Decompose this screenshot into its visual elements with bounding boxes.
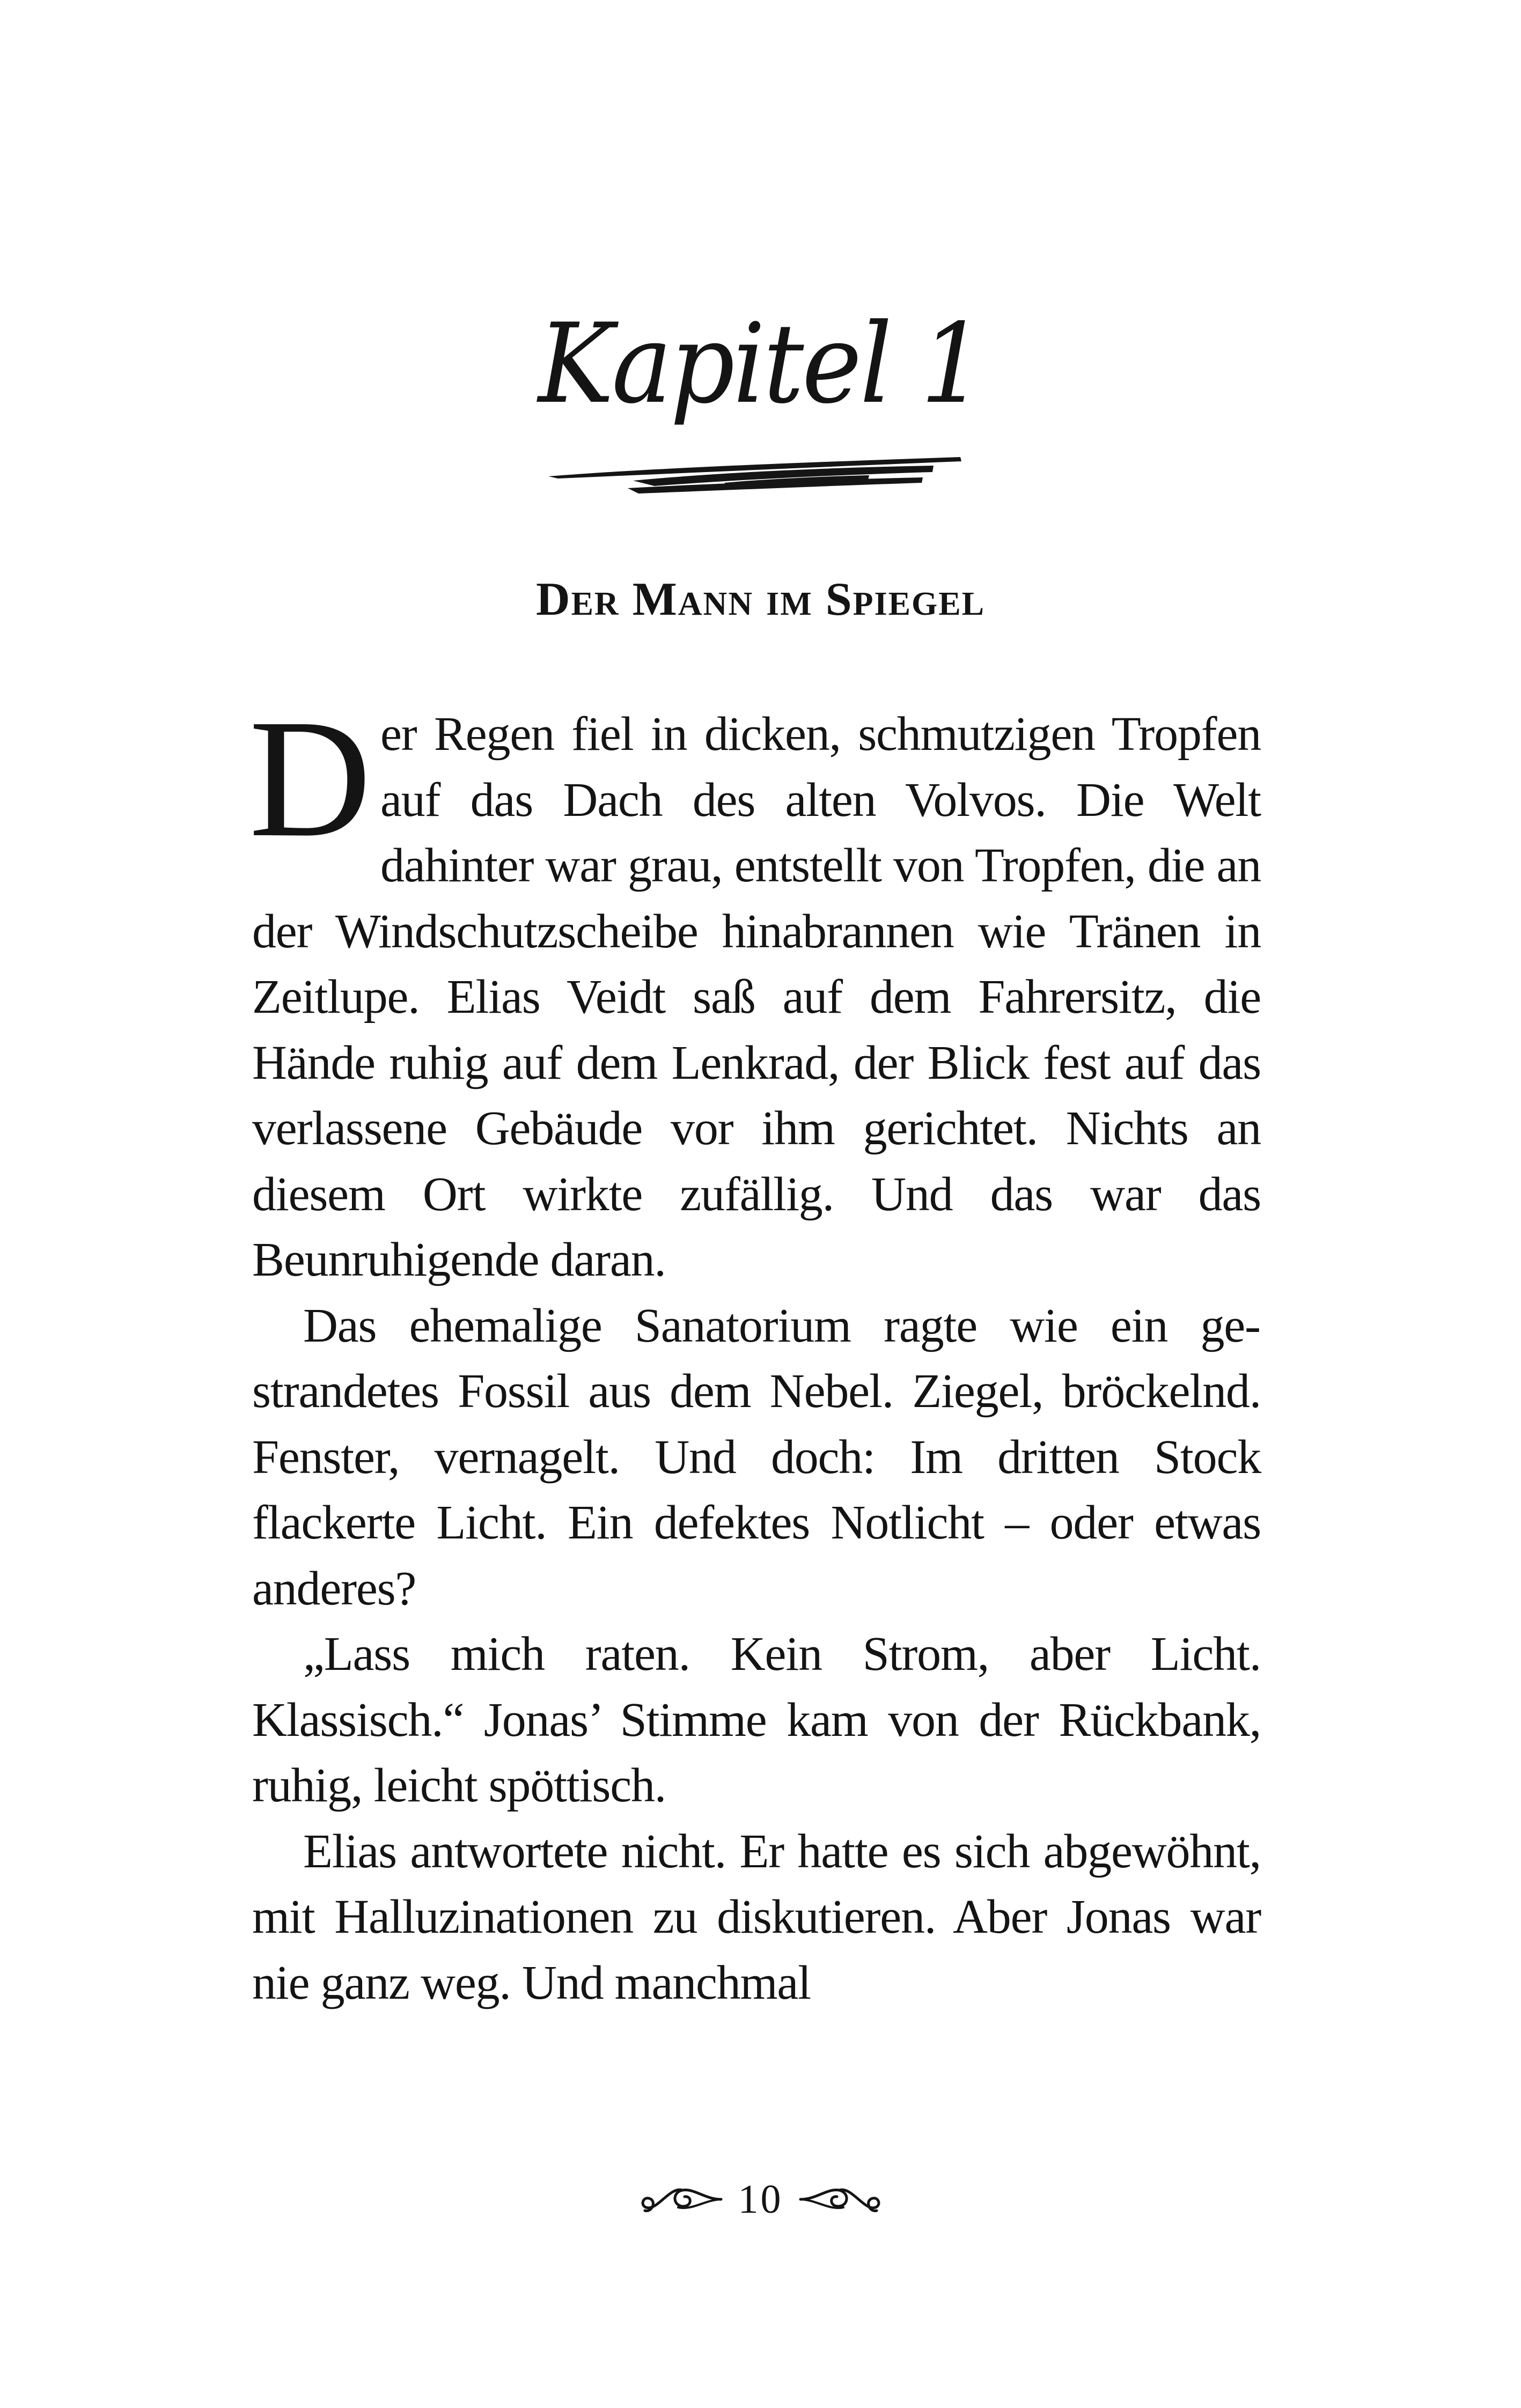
drop-cap: D	[249, 684, 371, 872]
chapter-title: Kapitel 1	[538, 300, 983, 429]
section-heading: Der Mann im Spiegel	[536, 573, 985, 625]
paragraph: Das ehemalige Sanatorium ragte wie ein gestrandetes Fossil aus dem Nebel. Ziegel, bröckelnd. Fenster, vernagelt. Und doch: Im dritten Stock flackerte Licht. Ein defektes Notlicht – oder etwas anderes?	[252, 1299, 1261, 1615]
flourish-ornament-icon	[641, 2181, 726, 2218]
paragraph: „Lass mich raten. Kein Strom, aber Licht. Klassisch.“ Jonas’ Stimme kam von der Rückbank, ruhig, leicht spöttisch.	[252, 1628, 1261, 1812]
brush-stroke-divider-icon	[547, 445, 966, 504]
page-number: 10	[738, 2177, 783, 2222]
paragraph-text: er Regen fiel in dicken, schmutzigen Tropfen auf das Dach des alten Volvos. Die Welt dahinter war grau, entstellt von Tropfen, die an der Windschutzscheibe hinabrannen wie Tränen in Zeitlupe. Elias Veidt saß auf dem Fahrersitz, die Hände ruhig auf dem Lenkrad, der Blick fest auf das verlassene Gebäude vor ihm gerichtet. Nichts an diesem Ort wirkte zufällig. Und das war das Beunruhigende daran.	[252, 708, 1261, 1286]
flourish-ornament-icon	[795, 2181, 881, 2218]
chapter-text	[249, 684, 1261, 2016]
page-footer	[0, 2175, 1521, 2223]
paragraph	[249, 684, 1261, 1293]
paragraph: Elias antwortete nicht. Er hatte es sich abgewöhnt, mit Halluzinationen zu diskutieren. Aber Jonas war nie ganz weg. Und manchmal	[252, 1824, 1261, 2009]
